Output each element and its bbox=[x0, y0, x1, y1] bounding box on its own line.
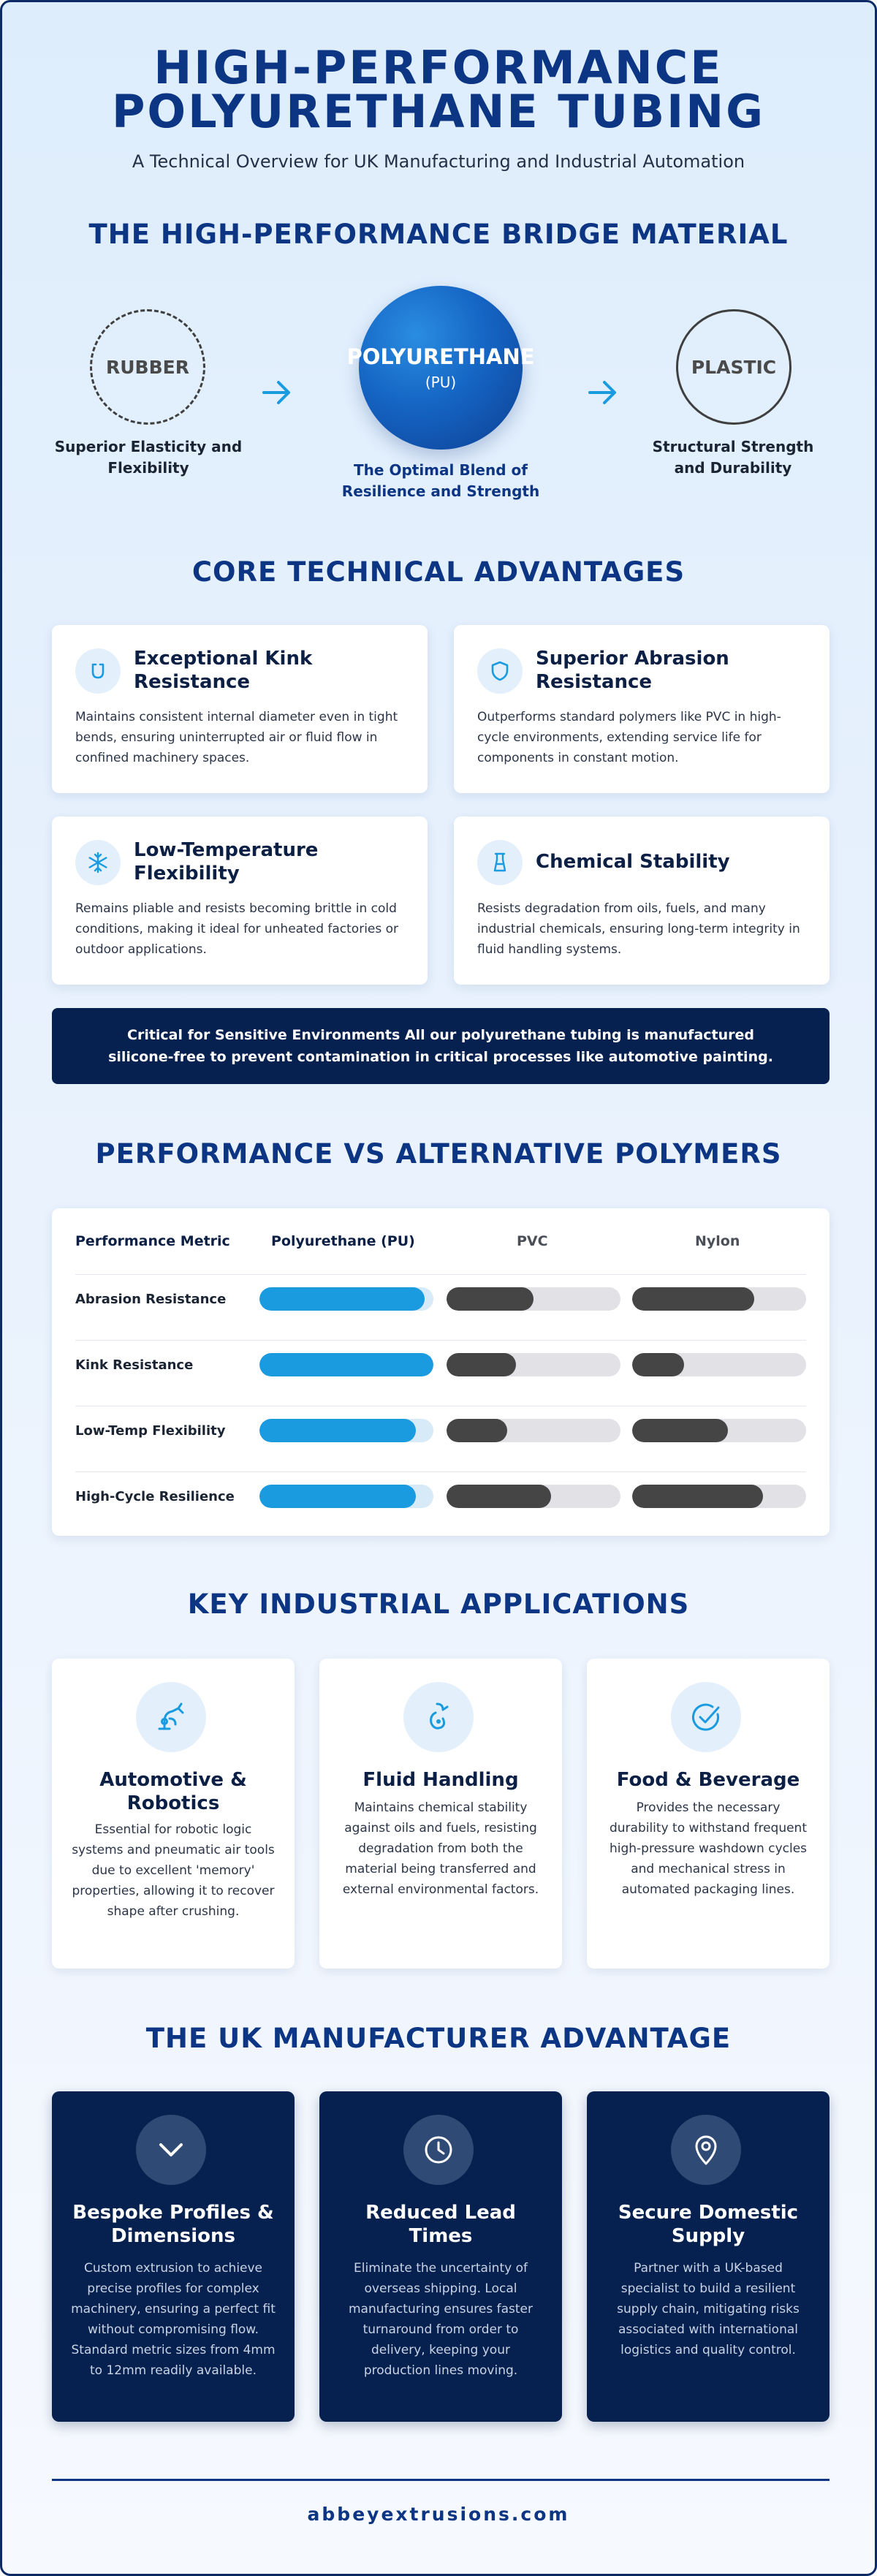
plastic-caption-line2: and Durability bbox=[674, 459, 792, 477]
uk-card-title: Bespoke Profiles & Dimensions bbox=[72, 2202, 274, 2247]
uk-section-title: THE UK MANUFACTURER ADVANTAGE bbox=[145, 2023, 732, 2054]
nylon-bar-fill bbox=[632, 1419, 728, 1442]
comparison-table bbox=[52, 1208, 829, 1536]
footer-website[interactable]: abbeyextrusions.com bbox=[307, 2504, 570, 2525]
plastic-label: PLASTIC bbox=[691, 356, 777, 378]
pu-bar-track bbox=[259, 1485, 433, 1508]
uk-card-body: Custom extrusion to achieve precise profiles for complex machinery, ensuring a perfect fit without compromising flow. Standard metric sizes from 4mm to 12mm readily available. bbox=[71, 2261, 276, 2378]
pvc-bar-track bbox=[447, 1485, 620, 1508]
nylon-bar-track bbox=[632, 1353, 806, 1376]
advantage-card-abrasion bbox=[454, 625, 829, 793]
metric-label: Abrasion Resistance bbox=[75, 1292, 227, 1307]
uk-card-supply bbox=[587, 2091, 829, 2422]
advantage-title: Superior Abrasion Resistance bbox=[536, 648, 729, 693]
application-title: Fluid Handling bbox=[362, 1769, 519, 1791]
pvc-bar-track bbox=[447, 1419, 620, 1442]
silicone-free-banner: Critical for Sensitive Environments All our polyurethane tubing is manufactured silicone-free to prevent contamination in critical processes like automotive painting. bbox=[52, 1008, 829, 1084]
pu-bar-track bbox=[259, 1419, 433, 1442]
main-title-line2: POLYURETHANE TUBING bbox=[111, 85, 766, 138]
header-pu: Polyurethane (PU) bbox=[271, 1233, 415, 1249]
advantage-body: Maintains consistent internal diameter even in tight bends, ensuring uninterrupted air or fluid flow in confined machinery spaces. bbox=[75, 710, 398, 765]
polyurethane-caption bbox=[309, 460, 572, 502]
advantage-card-kink bbox=[52, 625, 428, 793]
snowflake-icon bbox=[75, 840, 121, 885]
advantage-title: Chemical Stability bbox=[536, 851, 730, 873]
plastic-circle bbox=[676, 309, 791, 425]
main-title bbox=[2, 41, 875, 138]
rubber-caption-line1: Superior Elasticity and bbox=[54, 438, 243, 455]
chevron-down-icon bbox=[136, 2115, 206, 2185]
application-body: Maintains chemical stability against oils and fuels, resisting degradation from both the material being transferred and external environmental factors. bbox=[342, 1800, 539, 1897]
footer-divider bbox=[52, 2479, 829, 2481]
uk-card-title: Secure Domestic Supply bbox=[618, 2202, 799, 2247]
application-body: Provides the necessary durability to withstand frequent high-pressure washdown cycles and mechanical stress in automated packaging lines. bbox=[609, 1800, 808, 1897]
advantage-body: Outperforms standard polymers like PVC in high-cycle environments, extending service life for components in constant motion. bbox=[477, 710, 781, 765]
nylon-bar-fill bbox=[632, 1353, 684, 1376]
uk-card-lead-times bbox=[319, 2091, 562, 2422]
fluid-icon bbox=[403, 1682, 474, 1752]
robot-arm-icon bbox=[136, 1682, 206, 1752]
advantage-body: Remains pliable and resists becoming brittle in cold conditions, making it ideal for unheated factories or outdoor applications. bbox=[75, 901, 399, 957]
main-title-line1: HIGH-PERFORMANCE bbox=[153, 41, 724, 94]
plastic-caption-line1: Structural Strength bbox=[652, 438, 814, 455]
nylon-bar-track bbox=[632, 1419, 806, 1442]
advantage-body: Resists degradation from oils, fuels, and many industrial chemicals, ensuring long-term integrity in fluid handling systems. bbox=[477, 901, 800, 957]
advantages-section-title: CORE TECHNICAL ADVANTAGES bbox=[191, 556, 686, 588]
application-title: Food & Beverage bbox=[616, 1769, 800, 1791]
clock-icon bbox=[403, 2115, 474, 2185]
bridge-section-title: THE HIGH-PERFORMANCE BRIDGE MATERIAL bbox=[88, 219, 789, 250]
nylon-bar-track bbox=[632, 1485, 806, 1508]
uk-card-body: Partner with a UK-based specialist to build a resilient supply chain, mitigating risks associated with international logistics and quality control. bbox=[617, 2261, 800, 2357]
polyurethane-label: POLYURETHANE bbox=[346, 344, 535, 369]
pvc-bar-fill bbox=[447, 1353, 516, 1376]
pu-bar-track bbox=[259, 1353, 433, 1376]
rubber-caption-line2: Flexibility bbox=[107, 459, 189, 477]
metric-label: Kink Resistance bbox=[75, 1357, 194, 1373]
polyurethane-sub: (PU) bbox=[425, 374, 457, 391]
metric-label: Low-Temp Flexibility bbox=[75, 1423, 226, 1439]
pu-bar-fill bbox=[259, 1485, 416, 1508]
pu-bar-track bbox=[259, 1287, 433, 1311]
kink-icon bbox=[75, 648, 121, 694]
nylon-bar-fill bbox=[632, 1485, 763, 1508]
rubber-circle bbox=[90, 309, 205, 425]
application-card-automotive bbox=[52, 1659, 295, 1969]
shield-icon bbox=[477, 648, 523, 694]
polyurethane-caption-line2: Resilience and Strength bbox=[341, 482, 540, 500]
location-pin-icon bbox=[671, 2115, 741, 2185]
pu-bar-fill bbox=[259, 1287, 425, 1311]
subtitle: A Technical Overview for UK Manufacturing and Industrial Automation bbox=[132, 151, 745, 172]
advantage-card-chemical bbox=[454, 817, 829, 985]
nylon-bar-track bbox=[632, 1287, 806, 1311]
pvc-bar-fill bbox=[447, 1419, 507, 1442]
pu-bar-fill bbox=[259, 1353, 433, 1376]
advantage-title: Low-Temperature Flexibility bbox=[134, 839, 319, 884]
application-card-food bbox=[587, 1659, 829, 1969]
flask-icon bbox=[477, 840, 523, 885]
uk-card-body: Eliminate the uncertainty of overseas shipping. Local manufacturing ensures faster turnaround from order to delivery, keeping your production lines moving. bbox=[349, 2261, 533, 2378]
application-title: Automotive & Robotics bbox=[99, 1769, 247, 1814]
nylon-bar-fill bbox=[632, 1287, 754, 1311]
comparison-section-title: PERFORMANCE VS ALTERNATIVE POLYMERS bbox=[95, 1138, 782, 1170]
row-divider bbox=[75, 1274, 806, 1275]
polyurethane-caption-line1: The Optimal Blend of bbox=[354, 461, 528, 479]
row-divider bbox=[75, 1340, 806, 1341]
applications-section-title: KEY INDUSTRIAL APPLICATIONS bbox=[187, 1588, 690, 1620]
row-divider bbox=[75, 1471, 806, 1472]
advantage-card-low-temp bbox=[52, 817, 428, 985]
rubber-caption bbox=[31, 436, 265, 479]
pvc-bar-fill bbox=[447, 1485, 551, 1508]
arrow-right-icon bbox=[261, 376, 293, 409]
header-metric: Performance Metric bbox=[75, 1233, 230, 1249]
header-nylon: Nylon bbox=[695, 1233, 740, 1249]
header-pvc: PVC bbox=[517, 1233, 548, 1249]
check-circle-icon bbox=[671, 1682, 741, 1752]
pvc-bar-track bbox=[447, 1287, 620, 1311]
uk-card-title: Reduced Lead Times bbox=[365, 2202, 516, 2247]
plastic-caption bbox=[616, 436, 850, 479]
rubber-label: RUBBER bbox=[106, 356, 189, 378]
pu-bar-fill bbox=[259, 1419, 416, 1442]
arrow-right-icon bbox=[587, 376, 619, 409]
application-card-fluid bbox=[319, 1659, 562, 1969]
pvc-bar-track bbox=[447, 1353, 620, 1376]
pvc-bar-fill bbox=[447, 1287, 534, 1311]
uk-card-bespoke bbox=[52, 2091, 295, 2422]
metric-label: High-Cycle Resilience bbox=[75, 1489, 235, 1504]
polyurethane-circle bbox=[346, 286, 535, 450]
application-body: Essential for robotic logic systems and pneumatic air tools due to excellent 'memory' properties, allowing it to recover shape after crushing. bbox=[72, 1822, 275, 1919]
advantage-title: Exceptional Kink Resistance bbox=[134, 648, 313, 693]
